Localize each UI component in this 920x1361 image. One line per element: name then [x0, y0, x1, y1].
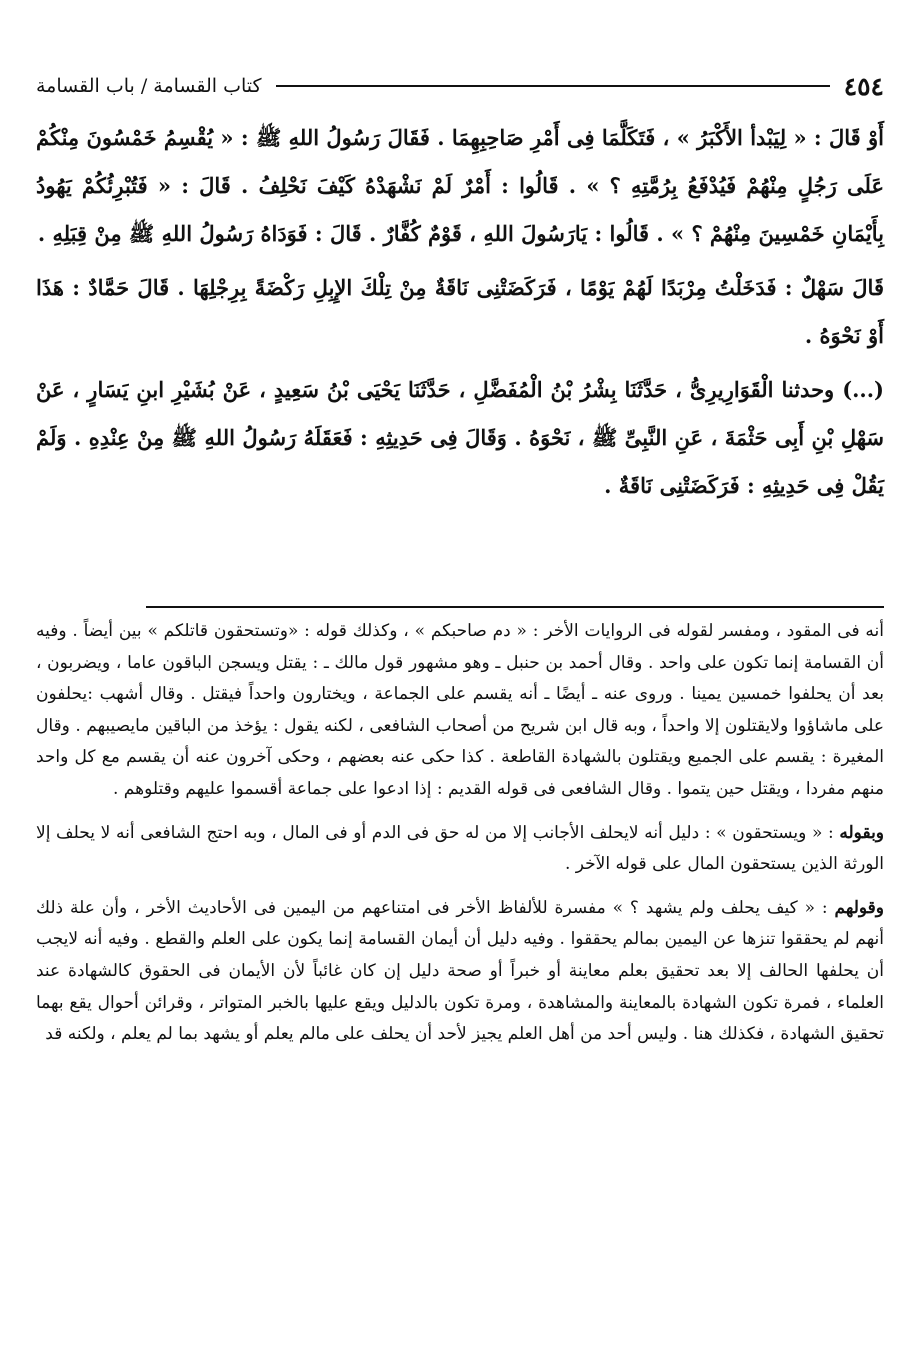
hadith-text	[36, 114, 884, 510]
footnote-paragraph	[36, 893, 884, 1051]
commentary-footnotes	[36, 616, 884, 1051]
footnote-paragraph	[36, 818, 884, 881]
header-rule	[276, 85, 830, 87]
page-header	[36, 66, 884, 106]
main-paragraph: قَالَ سَهْلٌ : فَدَخَلْتُ مِرْبَدًا لَهُمْ يَوْمًا ، فَرَكَضَتْنِى نَاقَةٌ مِنْ تِلْكَ الإِبِلِ رَكْضَةً بِرِجْلِهَا . قَالَ حَمَّادٌ : هَذَا أَوْ نَحْوَهُ .	[36, 275, 884, 348]
footnote-separator	[146, 606, 884, 608]
footnote-lead-word: وقولهم	[834, 897, 884, 918]
footnote-text: : « كيف يحلف ولم يشهد ؟ » مفسرة للألفاظ الأخر فى امتناعهم من اليمين فى الأحاديث الأخر ، وأن علة ذلك أنهم لم يحققوا تنزها عن اليمين بمالم يحققوا . وفيه دليل أن أيمان القسامة إنما يكون على العلم والقطع . وفيه أنه لايجب أن يحلفها الحالف إلا بعد تحقيق بعلم معاينة أو خبراً أو صحة دليل إن كان غائباً لأن الأيمان فى الحقوق كالشهادة عند العلماء ، فمرة تكون الشهادة بالمعاينة والمشاهدة ، ومرة تكون بالدليل ويقع عليها بالخبر المتواتر ، وقرائن أحوال يقع بهما تحقيق الشهادة ، فكذلك هنا . وليس أحد من أهل العلم يجيز لأحد أن يحلف على مالم يعلم أو يشهد بما لم يعلم ، ولكنه قد	[36, 897, 884, 1045]
page-number: ٤٥٤	[843, 71, 884, 101]
footnote-lead-word: وبقوله	[839, 822, 885, 843]
running-head: كتاب القسامة / باب القسامة	[36, 75, 262, 97]
main-paragraph: أَوْ قَالَ : « لِيَبْدأ الأَكْبَرُ » ، فَتَكَلَّمَا فِى أَمْرِ صَاحِبِهِمَا . فَقَالَ رَسُولُ اللهِ ﷺ : « يُقْسِمُ خَمْسُونَ مِنْكُمْ عَلَى رَجُلٍ مِنْهُمْ فَيُدْفَعُ بِرُمَّتِهِ ؟ » . قَالُوا : أَمْرٌ لَمْ نَشْهَدْهُ كَيْفَ نَحْلِفُ . قَالَ : « فَتُبْرِئُكُمْ يَهُودُ بِأَيْمَانِ خَمْسِينَ مِنْهُمْ ؟ » . قَالُوا : يَارَسُولَ اللهِ ، قَوْمٌ كُفَّارٌ . قَالَ : فَوَدَاهُ رَسُولُ اللهِ ﷺ مِنْ قِبَلِهِ .	[36, 125, 884, 246]
footnote-paragraph	[36, 616, 884, 806]
footnote-text: أنه فى المقود ، ومفسر لقوله فى الروايات الأخر : « دم صاحبكم » ، وكذلك قوله : «وتستحقون قاتلكم » بين أيضاً . وفيه أن القسامة إنما تكون على واحد . وقال أحمد بن حنبل ـ وهو مشهور قول مالك ـ : يقتل ويسجن الباقون عاما ، ويضربون ، بعد أن يحلفوا خمسين يمينا . وروى عنه ـ أيضًا ـ أنه يقسم على الجماعة ، ويختارون واحداً فيقتل . وقال أشهب :يحلفون على ماشاؤوا ولايقتلون إلا واحداً ، وبه قال ابن شريح من أصحاب الشافعى ، لكنه يقول : يؤخذ من الباقين مايصيبهم . وقال المغيرة : يقسم على الجميع ويقتلون بالشهادة القاطعة . كذا حكى عنه بعضهم ، وحكى آخرون عنه أن يقسم مع كل واحد منهم مفردا ، ويقتل حين يتموا . وقال الشافعى فى قوله القديم : إذا ادعوا على جماعة أقسموا عليهم وقتلوهم .	[36, 621, 884, 799]
footnote-text: : « ويستحقون » : دليل أنه لايحلف الأجانب إلا من له حق فى الدم أو فى المال ، وبه احتج الشافعى أنه لا يحلف إلا الورثة الذين يستحقون المال على قوله الآخر .	[36, 822, 884, 875]
main-paragraph: (...) وحدثنا الْقَوَارِيرِىُّ ، حَدَّثَنَا بِشْرُ بْنُ الْمُفَضَّلِ ، حَدَّثَنَا يَحْيَى بْنُ سَعِيدٍ ، عَنْ بُشَيْرِ ابنِ يَسَارٍ ، عَنْ سَهْلِ بْنِ أَبِى حَثْمَةَ ، عَنِ النَّبِىِّ ﷺ ، نَحْوَهُ . وَقَالَ فِى حَدِيثِهِ : فَعَقَلَهُ رَسُولُ اللهِ ﷺ مِنْ عِنْدِهِ . وَلَمْ يَقُلْ فِى حَدِيثِهِ : فَرَكَضَتْنِى نَاقَةٌ .	[36, 377, 884, 498]
